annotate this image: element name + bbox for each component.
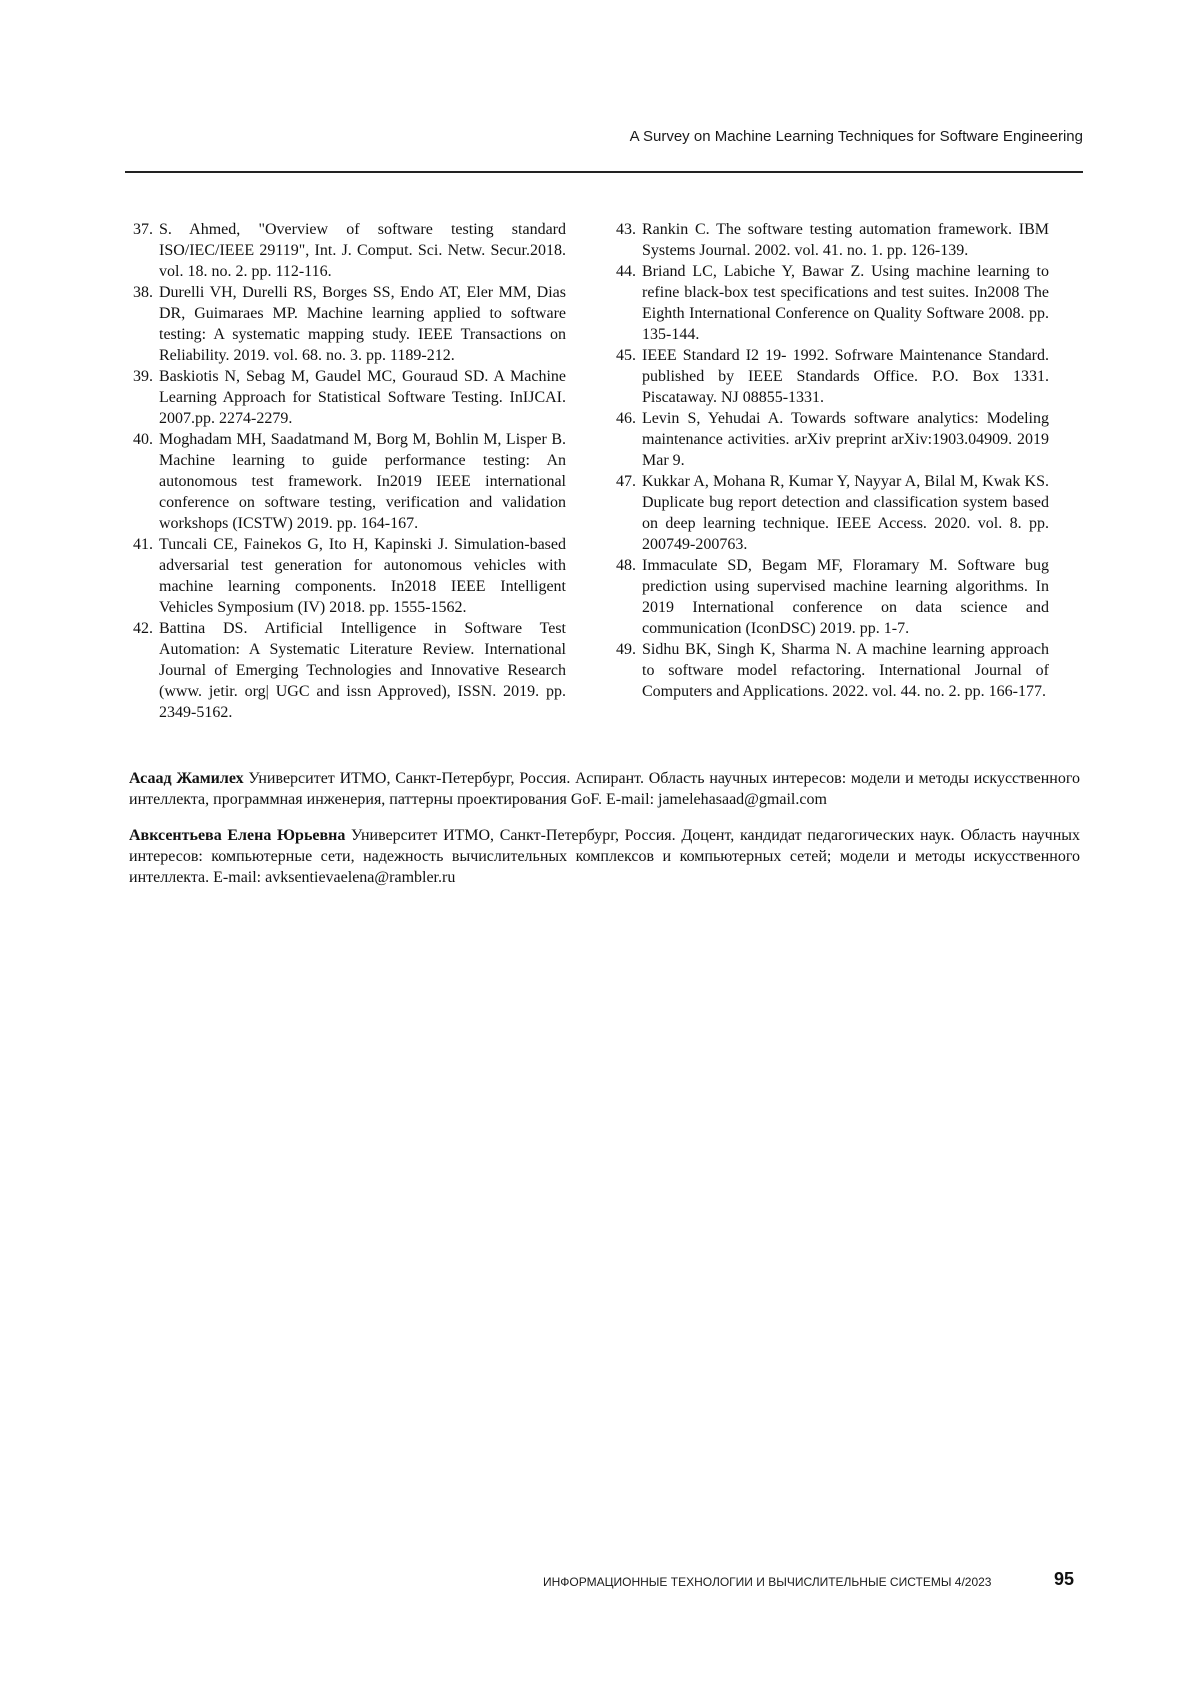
reference-number: 39. [133, 368, 153, 385]
author-entry [129, 825, 1080, 888]
author-bio: Университет ИТМО, Санкт-Петербург, Россия. Доцент, кандидат педагогических наук. Область научных интересов: компьютерные сети, надежность вычислительных комплексов и компьютерных сетей; модели и методы искусственного интеллекта. E-mail: avksentievaelena@rambler.ru [129, 827, 1081, 886]
author-bio: Университет ИТМО, Санкт-Петербург, Россия. Аспирант. Область научных интересов: модели и методы искусственного интеллекта, программная инженерия, паттерны проектирования GoF. E-mail: jamelehasaad@gmail.com [129, 770, 1081, 808]
reference-text: Battina DS. Artificial Intelligence in Software Test Automation: A Systematic Literature Review. International Journal of Emerging Technologies and Innovative Research (www. jetir. org| UGC and issn Approved), ISSN. 2019. pp. 2349-5162. [159, 620, 566, 721]
reference-item [133, 366, 566, 429]
reference-number: 37. [133, 221, 153, 238]
reference-number: 44. [616, 263, 636, 280]
reference-number: 40. [133, 431, 153, 448]
reference-item [616, 261, 1049, 345]
reference-text: Moghadam MH, Saadatmand M, Borg M, Bohlin M, Lisper B. Machine learning to guide performance testing: An autonomous test framework. In2019 IEEE international conference on software testing, verification and validation workshops (ICSTW) 2019. pp. 164-167. [159, 431, 566, 532]
reference-text: Durelli VH, Durelli RS, Borges SS, Endo AT, Eler MM, Dias DR, Guimaraes MP. Machine learning applied to software testing: A systematic mapping study. IEEE Transactions on Reliability. 2019. vol. 68. no. 3. pp. 1189-212. [159, 284, 566, 364]
reference-number: 47. [616, 473, 636, 490]
reference-text: Rankin C. The software testing automation framework. IBM Systems Journal. 2002. vol. 41. no. 1. pp. 126-139. [642, 221, 1049, 259]
reference-number: 49. [616, 641, 636, 658]
reference-number: 43. [616, 221, 636, 238]
reference-item [616, 345, 1049, 408]
reference-number: 38. [133, 284, 153, 301]
reference-number: 45. [616, 347, 636, 364]
journal-footer: ИНФОРМАЦИОННЫЕ ТЕХНОЛОГИИ И ВЫЧИСЛИТЕЛЬНЫЕ СИСТЕМЫ 4/2023 [543, 1575, 992, 1589]
author-name: Асаад Жамилех [129, 770, 244, 787]
reference-text: Kukkar A, Mohana R, Kumar Y, Nayyar A, Bilal M, Kwak KS. Duplicate bug report detection and classification system based on deep learning technique. IEEE Access. 2020. vol. 8. pp. 200749-200763. [642, 473, 1049, 553]
reference-item [616, 219, 1049, 261]
page-number: 95 [1054, 1569, 1075, 1589]
reference-item [616, 639, 1049, 702]
reference-text: Sidhu BK, Singh K, Sharma N. A machine learning approach to software model refactoring. International Journal of Computers and Applications. 2022. vol. 44. no. 2. pp. 166-177. [642, 641, 1049, 700]
reference-item [616, 471, 1049, 555]
reference-text: Baskiotis N, Sebag M, Gaudel MC, Gouraud SD. A Machine Learning Approach for Statistical Software Testing. InIJCAI. 2007.pp. 2274-2279. [159, 368, 566, 427]
reference-text: S. Ahmed, "Overview of software testing standard ISO/IEC/IEEE 29119", Int. J. Comput. Sci. Netw. Secur.2018. vol. 18. no. 2. pp. 112-116. [159, 221, 566, 280]
header-rule [125, 171, 1083, 173]
running-header: A Survey on Machine Learning Techniques for Software Engineering [629, 128, 1083, 145]
reference-item [133, 219, 566, 282]
reference-text: IEEE Standard I2 19- 1992. Sofrware Maintenance Standard. published by IEEE Standards Office. P.O. Box 1331. Piscataway. NJ 08855-1331. [642, 347, 1049, 406]
reference-item [133, 618, 566, 723]
references-left-column [133, 219, 566, 723]
reference-item [616, 408, 1049, 471]
reference-number: 41. [133, 536, 153, 553]
author-entry [129, 768, 1080, 810]
author-name: Авксентьева Елена Юрьевна [129, 827, 346, 844]
reference-text: Briand LC, Labiche Y, Bawar Z. Using machine learning to refine black-box test specifications and test suites. In2008 The Eighth International Conference on Quality Software 2008. pp. 135-144. [642, 263, 1049, 343]
reference-item [133, 429, 566, 534]
author-info [129, 768, 1080, 903]
reference-number: 42. [133, 620, 153, 637]
reference-item [133, 282, 566, 366]
reference-number: 48. [616, 557, 636, 574]
reference-text: Immaculate SD, Begam MF, Floramary M. Software bug prediction using supervised machine learning algorithms. In 2019 International conference on data science and communication (IconDSC) 2019. pp. 1-7. [642, 557, 1049, 637]
reference-number: 46. [616, 410, 636, 427]
reference-item [133, 534, 566, 618]
reference-text: Tuncali CE, Fainekos G, Ito H, Kapinski J. Simulation-based adversarial test generation for autonomous vehicles with machine learning components. In2018 IEEE Intelligent Vehicles Symposium (IV) 2018. pp. 1555-1562. [159, 536, 566, 616]
references-right-column [616, 219, 1049, 702]
reference-text: Levin S, Yehudai A. Towards software analytics: Modeling maintenance activities. arXiv preprint arXiv:1903.04909. 2019 Mar 9. [642, 410, 1049, 469]
reference-item [616, 555, 1049, 639]
